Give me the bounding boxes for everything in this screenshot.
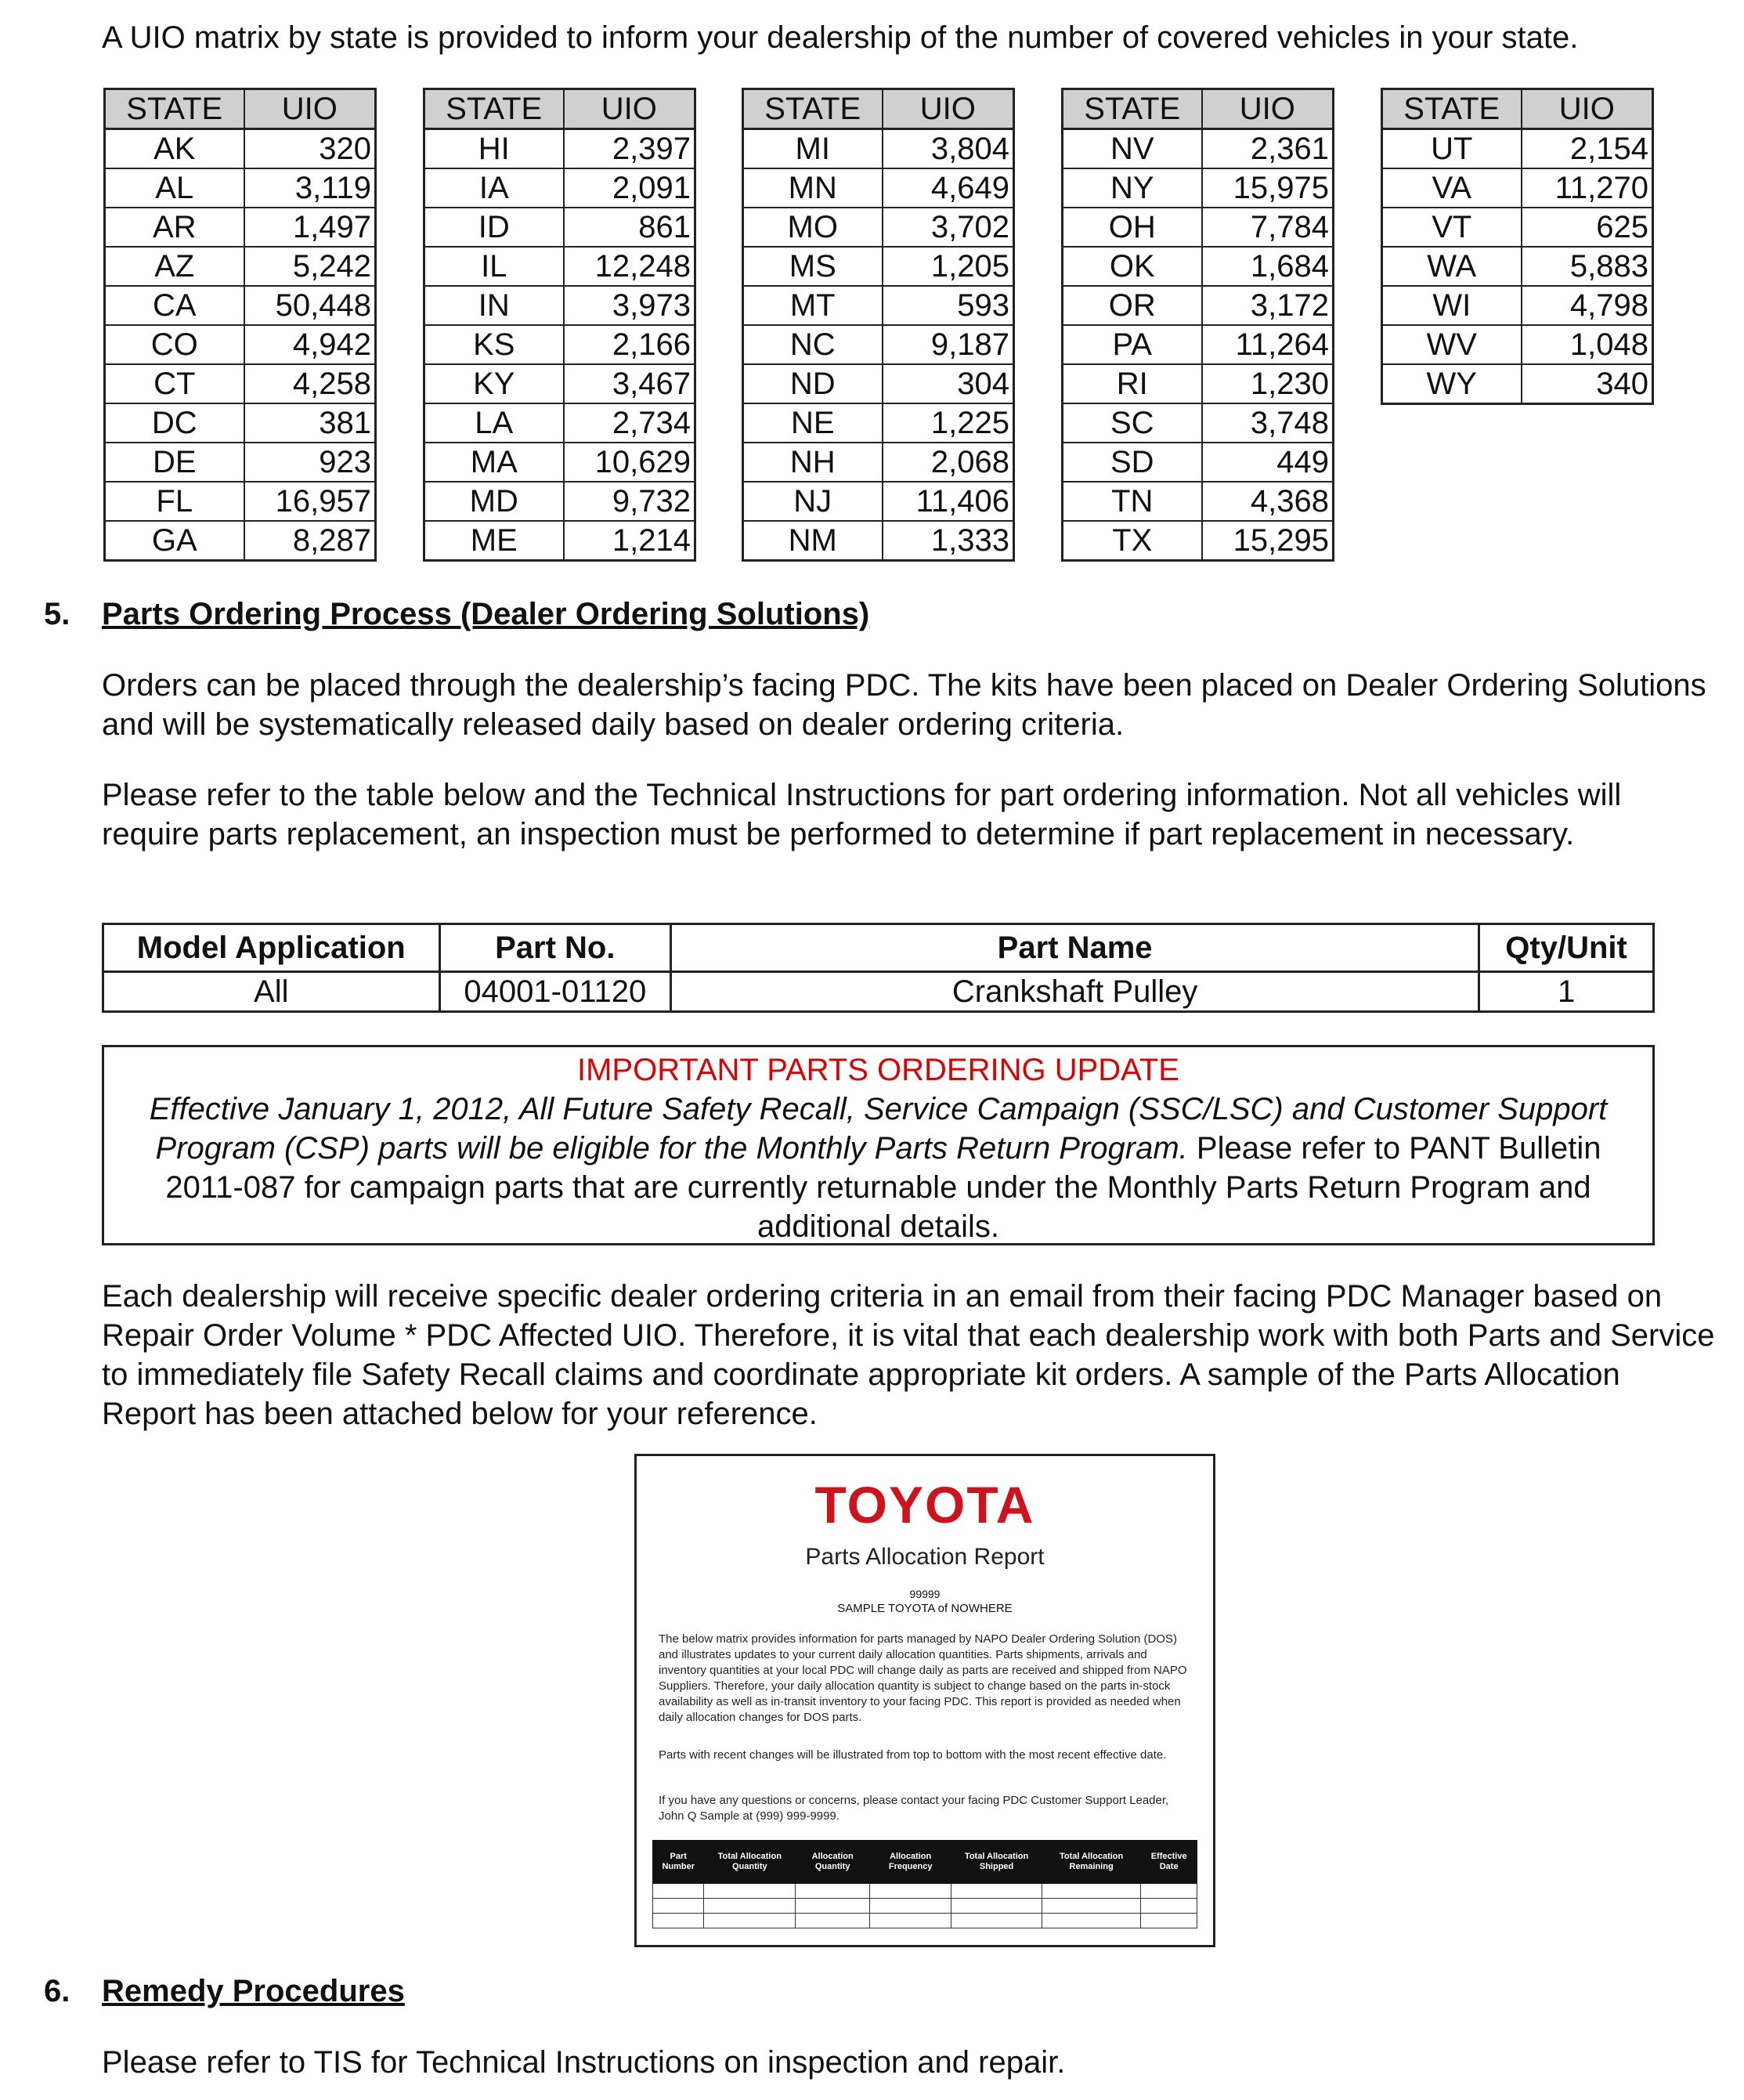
table-row — [743, 208, 1014, 247]
table-row — [1382, 129, 1653, 169]
uio-table — [1061, 88, 1334, 562]
table-row — [103, 972, 1654, 1012]
uio-value-cell: 1,230 — [1202, 364, 1334, 403]
uio-state-cell: OK — [1063, 247, 1202, 286]
uio-header-state: STATE — [1382, 89, 1522, 129]
uio-table — [1381, 88, 1654, 405]
uio-value-cell: 15,295 — [1202, 521, 1334, 561]
uio-state-cell: WA — [1382, 247, 1522, 286]
table-row — [105, 168, 376, 208]
uio-state-cell: IL — [424, 247, 564, 286]
uio-value-cell: 2,397 — [564, 129, 695, 169]
table-row — [743, 325, 1014, 364]
uio-header-uio: UIO — [244, 89, 376, 129]
uio-value-cell: 861 — [564, 208, 695, 247]
table-row — [1063, 443, 1334, 482]
uio-value-cell: 9,187 — [883, 325, 1014, 364]
uio-header-uio: UIO — [883, 89, 1014, 129]
section-5-number: 5. — [44, 597, 70, 631]
uio-value-cell: 1,497 — [244, 208, 376, 247]
uio-state-cell: MN — [743, 168, 883, 208]
report-description: The below matrix provides information for parts managed by NAPO Dealer Ordering Solution (DOS) and illustrates updates to your current daily allocation quantities. Parts shipments, arrivals and inventory quantities at your local PDC will change daily as parts are received and shipped from NAPO Suppliers. Therefore, your daily allocation quantity is subject to change based on the parts in-stock availability as well as in-transit inventory to your facing PDC. This report is provided as needed when daily allocation changes for DOS parts. — [659, 1632, 1187, 1724]
uio-state-cell: KS — [424, 325, 564, 364]
uio-value-cell: 2,361 — [1202, 129, 1334, 169]
uio-value-cell: 2,068 — [883, 443, 1014, 482]
table-row — [1382, 286, 1653, 325]
uio-value-cell: 593 — [883, 286, 1014, 325]
table-row — [743, 364, 1014, 403]
uio-state-cell: TN — [1063, 482, 1202, 521]
uio-state-cell: HI — [424, 129, 564, 169]
uio-value-cell: 11,270 — [1522, 168, 1653, 208]
uio-state-cell: MA — [424, 443, 564, 482]
uio-state-cell: NY — [1063, 168, 1202, 208]
uio-header-uio: UIO — [564, 89, 695, 129]
uio-value-cell: 3,702 — [883, 208, 1014, 247]
parts-header-part-name: Part Name — [671, 924, 1479, 972]
uio-state-cell: OR — [1063, 286, 1202, 325]
uio-intro-text: A UIO matrix by state is provided to inform your dealership of the number of covered vehicles in your state. — [102, 20, 1579, 55]
report-col-header: Part Number — [653, 1841, 704, 1884]
uio-value-cell: 4,798 — [1522, 286, 1653, 325]
table-row — [1382, 168, 1653, 208]
uio-state-cell: NE — [743, 403, 883, 443]
uio-header-state: STATE — [424, 89, 564, 129]
table-row — [1382, 208, 1653, 247]
uio-state-cell: MI — [743, 129, 883, 169]
table-row — [105, 521, 376, 561]
uio-state-cell: TX — [1063, 521, 1202, 561]
uio-value-cell: 4,649 — [883, 168, 1014, 208]
notice-heading: IMPORTANT PARTS ORDERING UPDATE — [577, 1053, 1179, 1087]
uio-value-cell: 2,166 — [564, 325, 695, 364]
table-row — [1382, 364, 1653, 404]
uio-value-cell: 1,684 — [1202, 247, 1334, 286]
toyota-logo: TOYOTA — [814, 1476, 1035, 1534]
table-row — [1063, 482, 1334, 521]
uio-value-cell: 5,242 — [244, 247, 376, 286]
uio-state-cell: AR — [105, 208, 244, 247]
uio-state-cell: DC — [105, 403, 244, 443]
table-row — [105, 482, 376, 521]
uio-state-cell: NM — [743, 521, 883, 561]
uio-header-state: STATE — [743, 89, 883, 129]
table-row — [1063, 325, 1334, 364]
report-dealer-code: 99999 — [909, 1588, 941, 1600]
uio-value-cell: 3,804 — [883, 129, 1014, 169]
table-row — [743, 443, 1014, 482]
uio-value-cell: 1,214 — [564, 521, 695, 561]
uio-value-cell: 340 — [1522, 364, 1653, 404]
report-col-header: Allocation Frequency — [870, 1841, 951, 1884]
table-row — [424, 247, 695, 286]
uio-value-cell: 3,172 — [1202, 286, 1334, 325]
uio-value-cell: 10,629 — [564, 443, 695, 482]
table-row — [105, 129, 376, 169]
report-col-header: Total Allocation Shipped — [951, 1841, 1042, 1884]
uio-table — [742, 88, 1015, 562]
table-row — [653, 1914, 1197, 1928]
uio-state-cell: RI — [1063, 364, 1202, 403]
uio-header-uio: UIO — [1522, 89, 1653, 129]
uio-value-cell: 320 — [244, 129, 376, 169]
table-row — [105, 247, 376, 286]
section-6-paragraph: Please refer to TIS for Technical Instructions on inspection and repair. — [102, 2045, 1066, 2080]
table-row — [105, 286, 376, 325]
uio-state-cell: CO — [105, 325, 244, 364]
uio-state-cell: AL — [105, 168, 244, 208]
uio-state-cell: DE — [105, 443, 244, 482]
table-row — [1063, 168, 1334, 208]
table-row — [743, 482, 1014, 521]
uio-state-cell: OH — [1063, 208, 1202, 247]
table-row — [424, 521, 695, 561]
uio-state-cell: SC — [1063, 403, 1202, 443]
uio-state-cell: SD — [1063, 443, 1202, 482]
uio-state-cell: VA — [1382, 168, 1522, 208]
parts-header-model: Model Application — [103, 924, 440, 972]
paragraph-dealer-criteria: Each dealership will receive specific dealer ordering criteria in an email from their facing PDC Manager based on Repair Order Volume * PDC Affected UIO. Therefore, it is vital that each dealership work with both Parts and Service to immediately file Safety Recall claims and coordinate appropriate kit orders. A sample of the Parts Allocation Report has been attached below for your reference. — [102, 1279, 1715, 1431]
uio-value-cell: 11,264 — [1202, 325, 1334, 364]
uio-value-cell: 625 — [1522, 208, 1653, 247]
parts-ordering-notice — [102, 1045, 1655, 1245]
uio-value-cell: 3,973 — [564, 286, 695, 325]
report-allocation-table — [652, 1840, 1197, 1928]
table-row — [1063, 364, 1334, 403]
notice-body-normal: Please refer to PANT Bulletin 2011-087 for campaign parts that are currently returnable under the Monthly Parts Return Program and additional details. — [165, 1131, 1601, 1244]
table-row — [743, 247, 1014, 286]
report-col-header: Total Allocation Quantity — [704, 1841, 796, 1884]
uio-header-state: STATE — [1063, 89, 1202, 129]
table-row — [105, 403, 376, 443]
table-row — [743, 403, 1014, 443]
uio-table — [103, 88, 377, 562]
uio-table — [423, 88, 696, 562]
table-row — [743, 286, 1014, 325]
uio-value-cell: 2,154 — [1522, 129, 1653, 169]
parts-cell-qty: 1 — [1479, 972, 1654, 1012]
uio-value-cell: 4,942 — [244, 325, 376, 364]
uio-value-cell: 2,734 — [564, 403, 695, 443]
uio-state-cell: MD — [424, 482, 564, 521]
table-row — [743, 129, 1014, 169]
table-row — [424, 208, 695, 247]
uio-state-cell: AK — [105, 129, 244, 169]
uio-state-cell: WI — [1382, 286, 1522, 325]
section-5-paragraph-2: Please refer to the table below and the Technical Instructions for part ordering information. Not all vehicles will require parts replacement, an inspection must be performed to determine if part replacement in necessary. — [102, 778, 1622, 851]
uio-state-cell: FL — [105, 482, 244, 521]
uio-state-cell: LA — [424, 403, 564, 443]
uio-state-cell: NJ — [743, 482, 883, 521]
table-row — [105, 325, 376, 364]
table-row — [1063, 247, 1334, 286]
table-row — [105, 443, 376, 482]
uio-header-uio: UIO — [1202, 89, 1334, 129]
uio-value-cell: 449 — [1202, 443, 1334, 482]
table-row — [1063, 403, 1334, 443]
uio-value-cell: 1,048 — [1522, 325, 1653, 364]
section-5-paragraph-1: Orders can be placed through the dealership’s facing PDC. The kits have been placed on Dealer Ordering Solutions and will be systematically released daily based on dealer ordering criteria. — [102, 668, 1706, 742]
uio-value-cell: 7,784 — [1202, 208, 1334, 247]
uio-state-cell: VT — [1382, 208, 1522, 247]
report-col-header: Total Allocation Remaining — [1042, 1841, 1140, 1884]
table-row — [424, 482, 695, 521]
table-row — [105, 364, 376, 403]
uio-state-cell: KY — [424, 364, 564, 403]
uio-state-cell: PA — [1063, 325, 1202, 364]
table-row — [424, 286, 695, 325]
table-row — [1063, 208, 1334, 247]
uio-value-cell: 2,091 — [564, 168, 695, 208]
table-row — [743, 521, 1014, 561]
uio-state-cell: WY — [1382, 364, 1522, 404]
report-dealer-name: SAMPLE TOYOTA of NOWHERE — [837, 1602, 1013, 1615]
section-5-title: Parts Ordering Process (Dealer Ordering Solutions) — [102, 597, 870, 631]
report-contact: If you have any questions or concerns, please contact your facing PDC Customer Support Leader, John Q Sample at (999) 999-9999. — [659, 1794, 1169, 1823]
uio-state-cell: GA — [105, 521, 244, 561]
uio-value-cell: 3,748 — [1202, 403, 1334, 443]
section-6-number: 6. — [44, 1974, 70, 2008]
table-row — [1063, 286, 1334, 325]
table-row — [424, 129, 695, 169]
table-row — [424, 443, 695, 482]
uio-state-cell: ND — [743, 364, 883, 403]
uio-state-cell: MO — [743, 208, 883, 247]
table-row — [653, 1899, 1197, 1914]
report-title: Parts Allocation Report — [805, 1544, 1045, 1570]
uio-state-cell: ME — [424, 521, 564, 561]
uio-state-cell: MT — [743, 286, 883, 325]
uio-state-cell: NC — [743, 325, 883, 364]
uio-state-cell: MS — [743, 247, 883, 286]
uio-value-cell: 4,258 — [244, 364, 376, 403]
parts-cell-part-name: Crankshaft Pulley — [671, 972, 1479, 1012]
table-row — [1382, 247, 1653, 286]
uio-value-cell: 923 — [244, 443, 376, 482]
uio-state-cell: AZ — [105, 247, 244, 286]
uio-value-cell: 15,975 — [1202, 168, 1334, 208]
report-col-header: Effective Date — [1141, 1841, 1197, 1884]
uio-value-cell: 1,225 — [883, 403, 1014, 443]
uio-value-cell: 304 — [883, 364, 1014, 403]
uio-value-cell: 1,205 — [883, 247, 1014, 286]
table-row — [1063, 521, 1334, 561]
uio-value-cell: 9,732 — [564, 482, 695, 521]
table-row — [424, 168, 695, 208]
table-row — [105, 208, 376, 247]
uio-state-cell: IA — [424, 168, 564, 208]
table-row — [743, 168, 1014, 208]
report-recent-changes: Parts with recent changes will be illustrated from top to bottom with the most recent effective date. — [659, 1748, 1167, 1762]
uio-value-cell: 4,368 — [1202, 482, 1334, 521]
uio-state-cell: IN — [424, 286, 564, 325]
notice-body-italic: Effective January 1, 2012, All Future Safety Recall, Service Campaign (SSC/LSC) and Customer Support Program (CSP) parts will be eligible for the Monthly Parts Return Program. — [149, 1092, 1608, 1166]
uio-value-cell: 381 — [244, 403, 376, 443]
uio-value-cell: 16,957 — [244, 482, 376, 521]
table-row — [424, 364, 695, 403]
uio-state-cell: NH — [743, 443, 883, 482]
uio-value-cell: 12,248 — [564, 247, 695, 286]
table-row — [1382, 325, 1653, 364]
table-row — [424, 325, 695, 364]
uio-state-cell: CA — [105, 286, 244, 325]
table-row — [424, 403, 695, 443]
parts-header-part-no: Part No. — [439, 924, 671, 972]
parts-header-qty: Qty/Unit — [1479, 924, 1654, 972]
uio-value-cell: 5,883 — [1522, 247, 1653, 286]
parts-cell-part-no: 04001-01120 — [439, 972, 671, 1012]
uio-state-cell: ID — [424, 208, 564, 247]
uio-state-cell: UT — [1382, 129, 1522, 169]
uio-value-cell: 3,119 — [244, 168, 376, 208]
report-col-header: Allocation Quantity — [796, 1841, 870, 1884]
uio-state-cell: WV — [1382, 325, 1522, 364]
uio-value-cell: 8,287 — [244, 521, 376, 561]
uio-value-cell: 50,448 — [244, 286, 376, 325]
table-row — [653, 1884, 1197, 1899]
parts-table-header — [103, 924, 1654, 972]
uio-state-cell: CT — [105, 364, 244, 403]
section-6-title: Remedy Procedures — [102, 1974, 405, 2008]
uio-value-cell: 3,467 — [564, 364, 695, 403]
parts-cell-model: All — [103, 972, 440, 1012]
parts-allocation-report-image — [634, 1454, 1215, 1947]
uio-value-cell: 1,333 — [883, 521, 1014, 561]
uio-header-state: STATE — [105, 89, 244, 129]
uio-state-cell: NV — [1063, 129, 1202, 169]
table-row — [1063, 129, 1334, 169]
uio-value-cell: 11,406 — [883, 482, 1014, 521]
parts-table — [102, 923, 1655, 1013]
